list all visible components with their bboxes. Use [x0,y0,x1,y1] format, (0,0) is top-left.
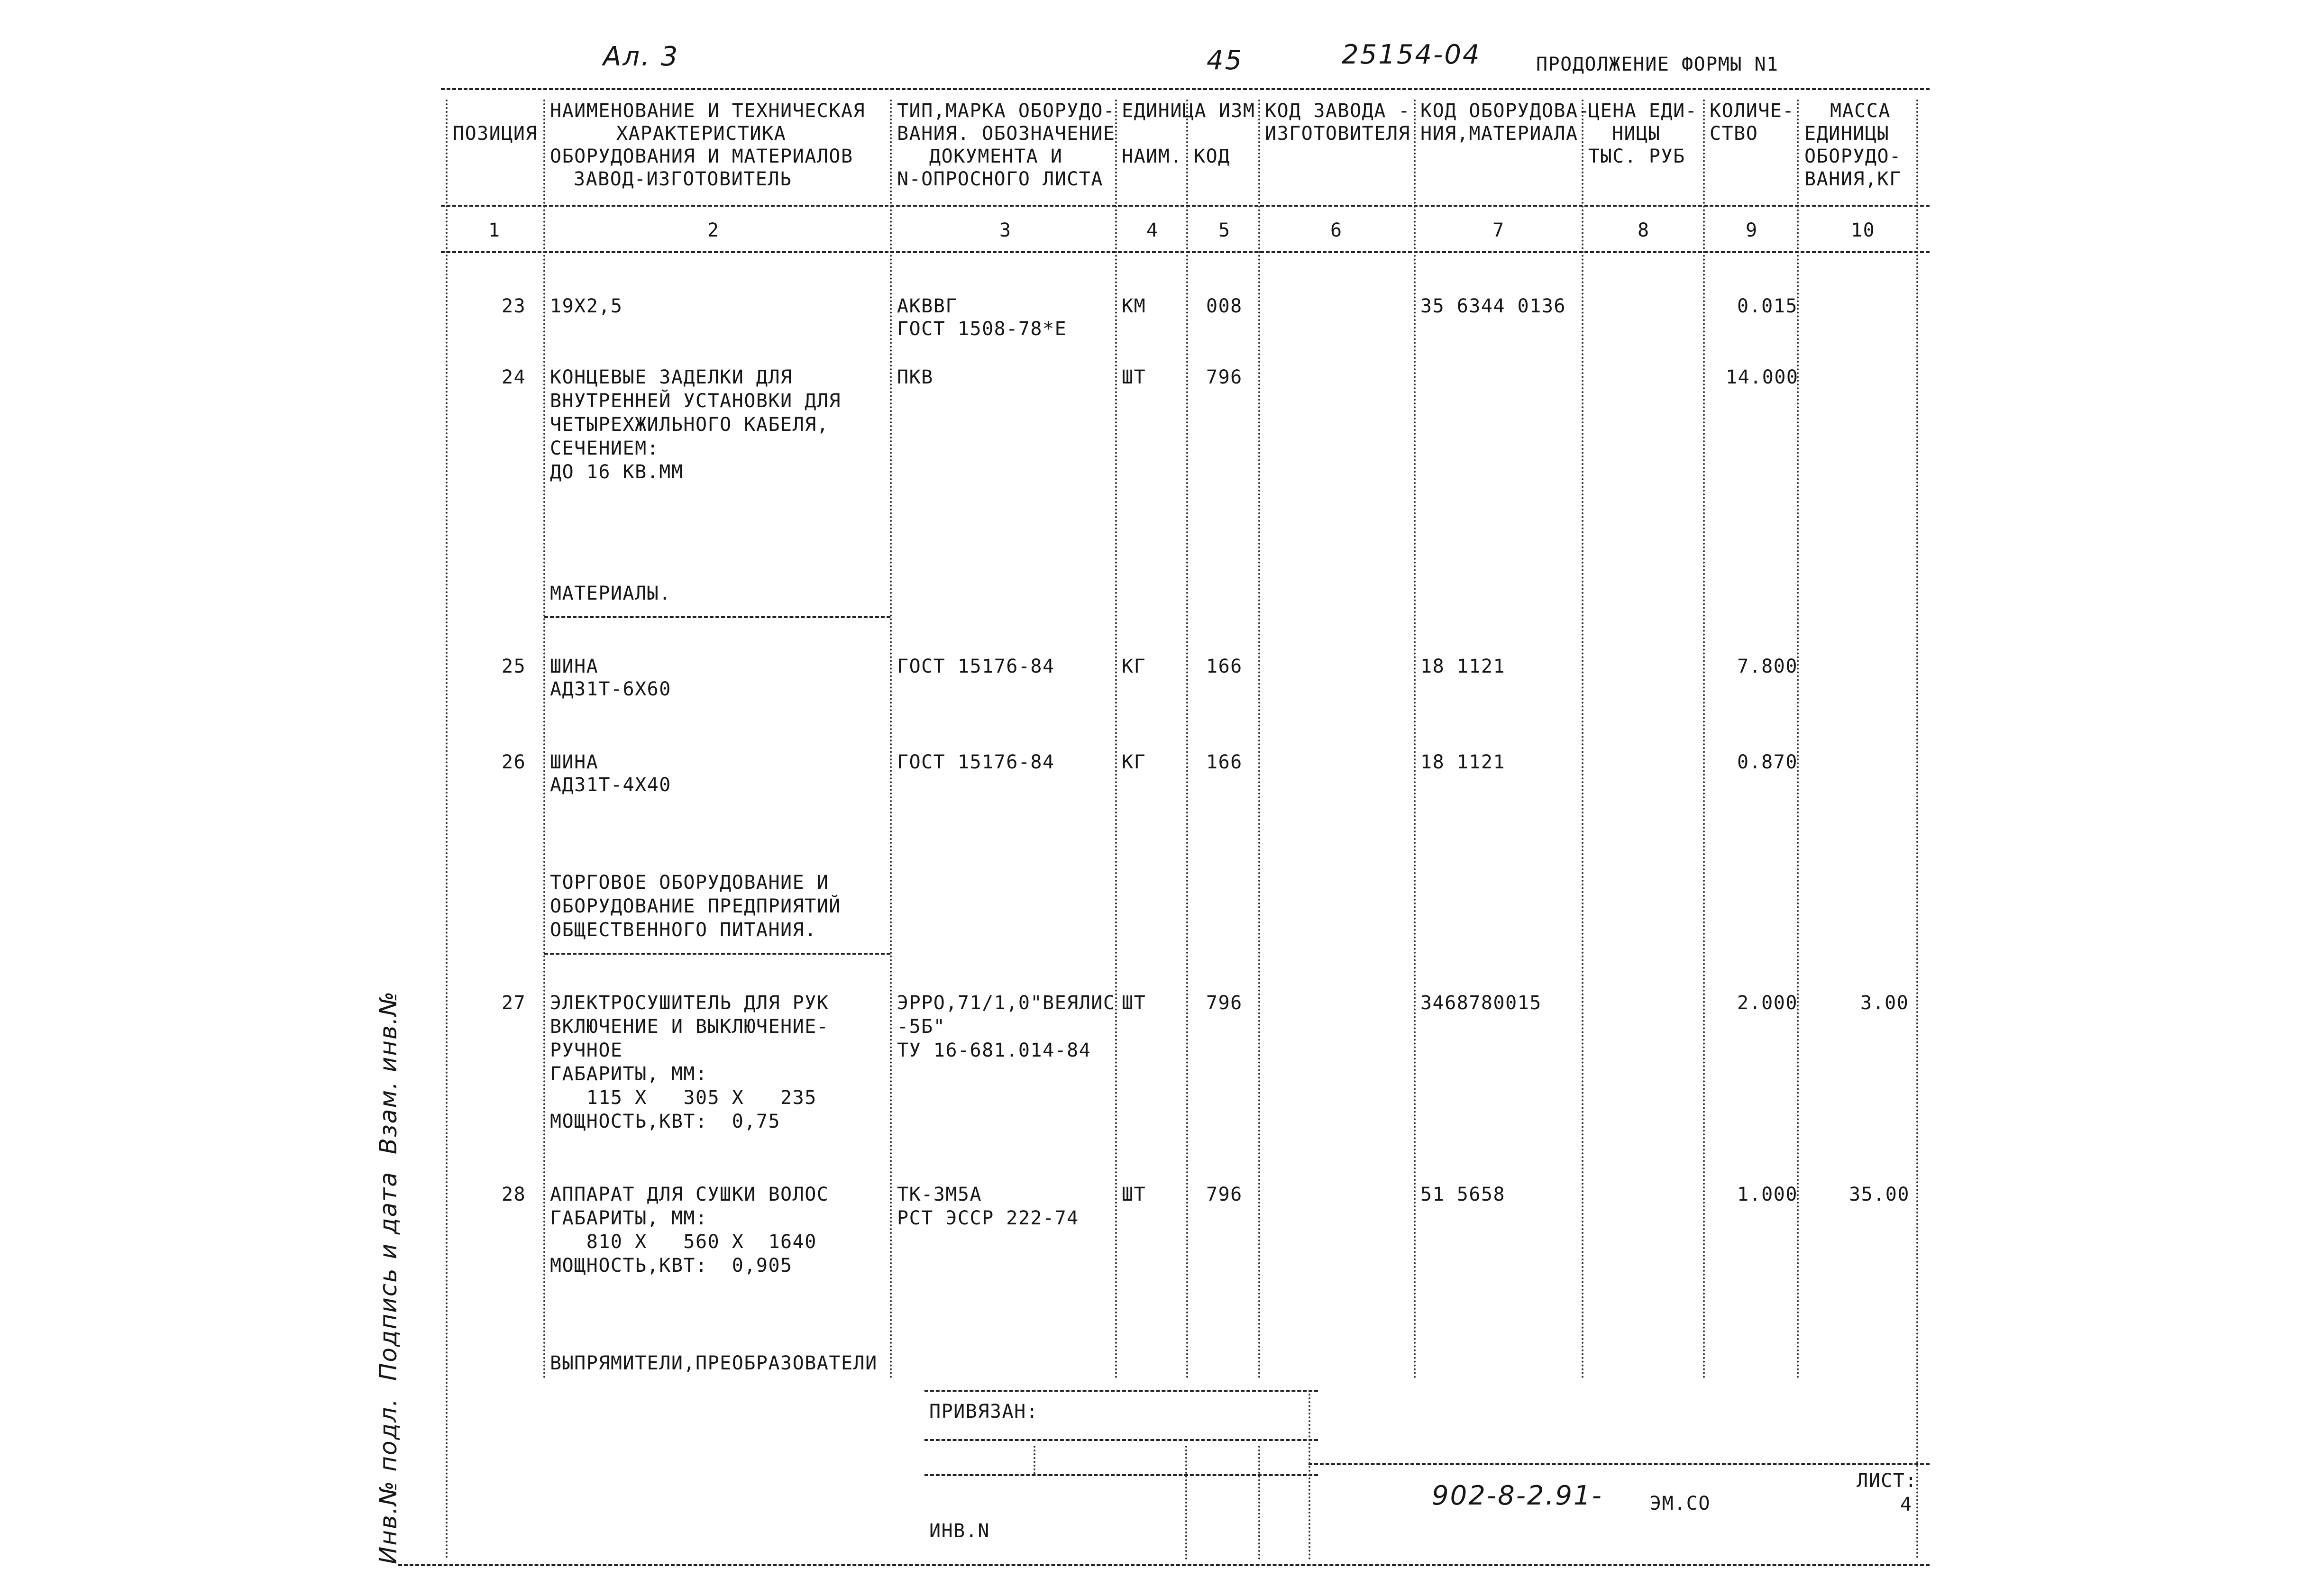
header-type-3: ДОКУМЕНТА И [929,146,1063,167]
row-24-name-4: СЕЧЕНИЕМ: [550,438,659,459]
row-27-type-3: ТУ 16-681.014-84 [897,1040,1091,1061]
col-sep-2-3 [890,100,892,1379]
col-number-10: 10 [1851,219,1876,241]
row-28-type-2: РСТ ЭССР 222-74 [897,1207,1079,1229]
row-27-position: 27 [502,992,526,1014]
row-24-name-3: ЧЕТЫРЕХЖИЛЬНОГО КАБЕЛЯ, [550,414,829,436]
header-price-2: НИЦЫ [1612,123,1661,145]
header-qty-1: КОЛИЧЕ- [1710,100,1795,122]
stamp-sep-c [1258,1446,1260,1560]
row-25-code: 18 1121 [1420,656,1506,677]
header-name-4: ЗАВОД-ИЗГОТОВИТЕЛЬ [574,168,792,190]
row-27-mass: 3.00 [1860,992,1909,1014]
section-trade-underline [544,953,890,955]
row-26-name-1: ШИНА [550,751,599,773]
header-name-1: НАИМЕНОВАНИЕ И ТЕХНИЧЕСКАЯ [550,100,866,122]
col-number-2: 2 [707,219,720,241]
row-24-type: ПКВ [897,366,933,388]
row-24-unit-code: 796 [1206,366,1243,388]
row-23-name: 19Х2,5 [550,295,623,317]
row-28-code: 51 5658 [1420,1184,1506,1205]
row-24-name-2: ВНУТРЕННЕЙ УСТАНОВКИ ДЛЯ [550,390,841,412]
row-27-name-6: МОЩНОСТЬ,КВТ: 0,75 [550,1111,781,1132]
rule-bottom [398,1564,1930,1566]
stamp-bound-label: ПРИВЯЗАН: [929,1401,1039,1423]
col-sep-1-2 [543,100,545,1379]
margin-signature-strip: Инв.№ подл. Подпись и дата Взам. инв.№ [375,990,402,1564]
row-25-unit: КГ [1122,656,1146,677]
rule-top [441,88,1930,90]
section-trade-1: ТОРГОВОЕ ОБОРУДОВАНИЕ И [550,872,829,894]
section-materials-underline [544,616,890,618]
row-25-position: 25 [502,656,526,677]
section-rectifiers: ВЫПРЯМИТЕЛИ,ПРЕОБРАЗОВАТЕЛИ [550,1352,878,1374]
row-28-type-1: ТК-3М5А [897,1184,982,1205]
header-name-2: ХАРАКТЕРИСТИКА [616,123,787,145]
col-sep-8-9 [1703,100,1705,1379]
row-26-type: ГОСТ 15176-84 [897,751,1055,773]
row-28-name-3: 810 Х 560 Х 1640 [550,1231,817,1253]
col-number-7: 7 [1492,219,1505,241]
row-25-name-2: АД31Т-6Х60 [550,678,671,700]
stamp-rule-2 [924,1439,1318,1441]
header-unit: ЕДИНИЦА ИЗМ [1122,100,1255,122]
row-24-unit: ШТ [1122,366,1146,388]
col-number-9: 9 [1746,219,1758,241]
row-27-name-4: ГАБАРИТЫ, ММ: [550,1063,708,1085]
stamp-rule-3 [1309,1463,1930,1465]
row-28-mass: 35.00 [1849,1184,1910,1205]
row-23-position: 23 [502,295,526,317]
stamp-sep-right [1309,1394,1310,1560]
header-equip-code-2: НИЯ,МАТЕРИАЛА [1420,123,1578,145]
header-unit-code: КОД [1194,146,1230,167]
row-25-qty: 7.800 [1737,656,1798,677]
col-number-6: 6 [1330,219,1343,241]
row-26-position: 26 [502,751,526,773]
header-name-3: ОБОРУДОВАНИЯ И МАТЕРИАЛОВ [550,146,853,167]
row-27-name-1: ЭЛЕКТРОСУШИТЕЛЬ ДЛЯ РУК [550,992,829,1014]
row-23-type-1: АКВВГ [897,295,958,317]
row-28-name-2: ГАБАРИТЫ, ММ: [550,1207,708,1229]
page-number: 45 [1207,45,1244,76]
header-unit-name: НАИМ. [1122,146,1182,167]
header-plant-code-2: ИЗГОТОВИТЕЛЯ [1265,123,1410,145]
row-25-unit-code: 166 [1206,656,1243,677]
stamp-sheet-label: ЛИСТ: [1857,1470,1917,1492]
row-28-qty: 1.000 [1737,1184,1798,1205]
row-28-unit: ШТ [1122,1184,1146,1205]
row-28-name-1: АППАРАТ ДЛЯ СУШКИ ВОЛОС [550,1184,829,1205]
form-title: ПРОДОЛЖЕНИЕ ФОРМЫ N1 [1536,54,1779,75]
header-qty-2: СТВО [1710,123,1758,145]
row-23-type-2: ГОСТ 1508-78*Е [897,318,1067,340]
header-equip-code-1: КОД ОБОРУДОВА- [1420,100,1591,122]
row-28-name-4: МОЩНОСТЬ,КВТ: 0,905 [550,1255,793,1277]
section-trade-3: ОБЩЕСТВЕННОГО ПИТАНИЯ. [550,919,817,941]
row-26-qty: 0.870 [1737,751,1798,773]
row-26-unit: КГ [1122,751,1146,773]
header-mass-4: ВАНИЯ,КГ [1804,168,1902,190]
col-sep-3-4 [1115,100,1117,1379]
header-type-2: ВАНИЯ. ОБОЗНАЧЕНИЕ [897,123,1116,145]
row-23-unit-code: 008 [1206,295,1243,317]
section-materials: МАТЕРИАЛЫ. [550,583,671,604]
col-number-8: 8 [1638,219,1650,241]
row-27-unit: ШТ [1122,992,1146,1014]
stamp-doc-suffix: ЭМ.СО [1650,1493,1711,1514]
header-type-4: N-ОПРОСНОГО ЛИСТА [897,168,1103,190]
row-25-type: ГОСТ 15176-84 [897,656,1055,677]
header-plant-code-1: КОД ЗАВОДА - [1265,100,1410,122]
col-number-3: 3 [999,219,1012,241]
col-sep-left [446,100,448,1560]
col-sep-7-8 [1582,100,1583,1379]
col-number-5: 5 [1218,219,1231,241]
stamp-sheet-number: 4 [1900,1494,1913,1515]
stamp-sep-b [1185,1446,1187,1560]
rule-header-bottom [441,205,1930,207]
section-trade-2: ОБОРУДОВАНИЕ ПРЕДПРИЯТИЙ [550,895,841,917]
row-27-unit-code: 796 [1206,992,1243,1014]
row-24-qty: 14.000 [1726,366,1799,388]
doc-code: 25154-04 [1342,39,1481,70]
row-23-code: 35 6344 0136 [1420,295,1566,317]
row-23-unit: КМ [1122,295,1146,317]
row-24-name-1: КОНЦЕВЫЕ ЗАДЕЛКИ ДЛЯ [550,366,793,388]
header-type-1: ТИП,МАРКА ОБОРУДО- [897,100,1116,122]
row-28-position: 28 [502,1184,526,1205]
stamp-drawing-code: 902-8-2.91- [1432,1480,1603,1511]
row-27-code: 3468780015 [1420,992,1542,1014]
col-sep-right [1916,100,1918,1560]
row-27-name-2: ВКЛЮЧЕНИЕ И ВЫКЛЮЧЕНИЕ- [550,1016,829,1038]
rule-numbers-bottom [441,251,1930,253]
row-26-unit-code: 166 [1206,751,1243,773]
row-28-unit-code: 796 [1206,1184,1243,1205]
col-sep-4-5 [1186,100,1188,1379]
stamp-sep-a [1034,1446,1035,1474]
row-24-position: 24 [502,366,526,388]
header-mass-1: МАССА [1830,100,1891,122]
row-25-name-1: ШИНА [550,656,599,677]
col-sep-6-7 [1414,100,1416,1379]
header-mass-3: ОБОРУДО- [1804,146,1902,167]
row-27-name-5: 115 Х 305 Х 235 [550,1087,817,1109]
row-26-code: 18 1121 [1420,751,1506,773]
row-23-qty: 0.015 [1737,295,1798,317]
col-number-4: 4 [1146,219,1159,241]
header-position: ПОЗИЦИЯ [453,123,538,145]
row-27-type-1: ЭРРО,71/1,0"ВЕЯЛИС [897,992,1116,1014]
row-27-name-3: РУЧНОЕ [550,1040,623,1061]
header-price-3: ТЫС. РУБ [1588,146,1685,167]
header-mass-2: ЕДИНИЦЫ [1804,123,1890,145]
sheet-mark: Ал. 3 [603,41,679,72]
row-27-qty: 2.000 [1737,992,1798,1014]
row-27-type-2: -5Б" [897,1016,946,1038]
stamp-inv-label: ИНВ.N [929,1520,990,1542]
row-26-name-2: АД31Т-4Х40 [550,774,671,796]
stamp-rule-1 [924,1390,1318,1392]
header-price-1: ЦЕНА ЕДИ- [1588,100,1698,122]
col-number-1: 1 [488,219,501,241]
row-24-name-5: ДО 16 КВ.ММ [550,461,684,483]
col-sep-5-6 [1258,100,1260,1379]
